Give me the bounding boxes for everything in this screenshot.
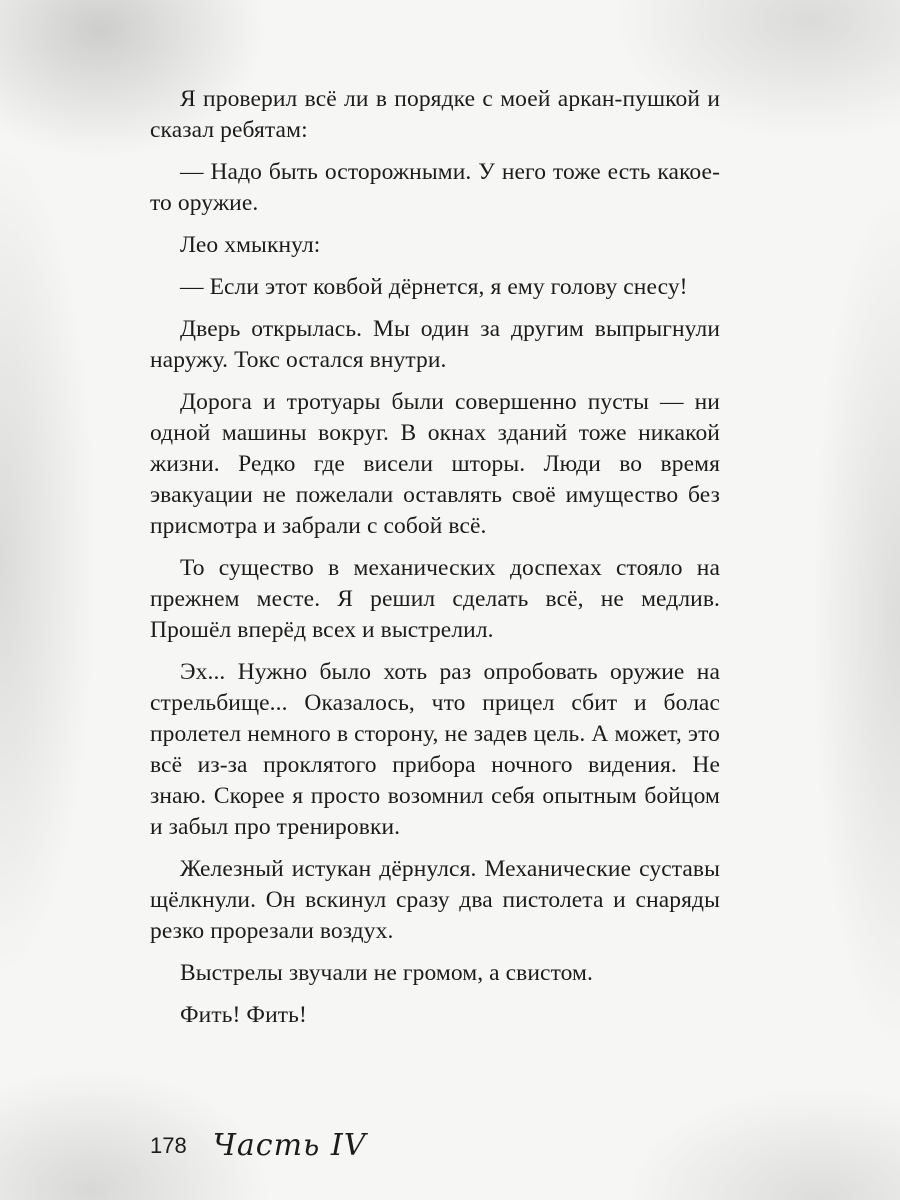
paragraph: Дверь открылась. Мы один за другим выпрыгнули наружу. Токс остался внутри. bbox=[150, 316, 720, 373]
page-footer bbox=[150, 1128, 366, 1163]
paragraph: — Надо быть осторожными. У него тоже есть какое-то оружие. bbox=[150, 159, 720, 216]
paragraph: — Если этот ковбой дёрнется, я ему голову снесу! bbox=[180, 274, 688, 300]
paragraph: Выстрелы звучали не громом, а свистом. bbox=[180, 960, 593, 986]
body-text bbox=[150, 84, 720, 1042]
paragraph: То существо в механических доспехах стояло на прежнем месте. Я решил сделать всё, не медлив. Прошёл вперёд всех и выстрелил. bbox=[150, 555, 720, 643]
page-number: 178 bbox=[150, 1132, 187, 1158]
paragraph: Эх... Нужно было хоть раз опробовать оружие на стрельбище... Оказалось, что прицел сбит и болас пролетел немного в сторону, не задев цель. А может, это всё из-за проклятого прибора ночного видения. Не знаю. Скорее я просто возомнил себя опытным бойцом и забыл про тренировки. bbox=[150, 659, 720, 840]
paragraph: Я проверил всё ли в порядке с моей аркан-пушкой и сказал ребятам: bbox=[150, 86, 720, 143]
paragraph: Лео хмыкнул: bbox=[180, 232, 321, 258]
paragraph: Железный истукан дёрнулся. Механические суставы щёлкнули. Он вскинул сразу два пистолета и снаряды резко прорезали воздух. bbox=[150, 856, 720, 944]
paragraph: Дорога и тротуары были совершенно пусты — ни одной машины вокруг. В окнах зданий тоже никакой жизни. Редко где висели шторы. Люди во время эвакуации не пожелали оставлять своё имущество без присмотра и забрали с собой всё. bbox=[150, 389, 720, 539]
paragraph: Фить! Фить! bbox=[180, 1002, 307, 1028]
part-title: Часть IV bbox=[212, 1128, 367, 1163]
